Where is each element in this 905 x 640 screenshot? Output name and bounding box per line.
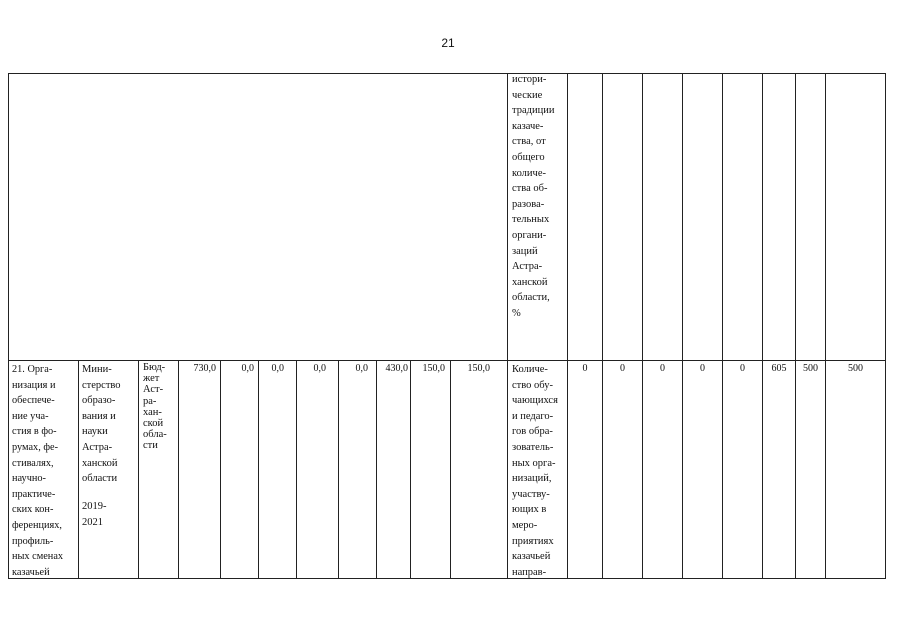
indicator-value: 0 (700, 363, 705, 374)
table-bottom-border (8, 578, 886, 579)
column-divider (178, 360, 179, 578)
column-divider (602, 73, 603, 578)
indicator-value: 0 (620, 363, 625, 374)
financing-year-value: 0,0 (355, 363, 368, 374)
financing-total: 730,0 (193, 363, 216, 374)
indicator-value: 0 (660, 363, 665, 374)
financing-year-value: 0,0 (313, 363, 326, 374)
financing-year-value: 150,0 (467, 363, 490, 374)
column-divider (410, 360, 411, 578)
indicator-value: 605 (771, 363, 787, 374)
table-top-border (8, 73, 886, 74)
column-divider (376, 360, 377, 578)
column-divider (885, 73, 886, 578)
activity-name: 21. Орга- низация и обеспече- ние уча- стия в фо- румах, фе- стивалях, научно- практиче- ских кон- ференциях, профиль- ных сменах казачьей (12, 364, 64, 578)
column-divider (507, 73, 508, 578)
indicator-value: 0 (582, 363, 588, 374)
column-divider (338, 360, 339, 578)
column-divider (642, 73, 643, 578)
column-divider (258, 360, 259, 578)
column-divider (296, 360, 297, 578)
financing-year-value: 150,0 (422, 363, 445, 374)
row-divider (8, 360, 886, 361)
indicator-value: 500 (803, 363, 818, 374)
column-divider (138, 360, 139, 578)
column-divider (78, 360, 79, 578)
financing-year-value: 0,0 (241, 363, 254, 374)
column-divider (450, 360, 451, 578)
executor-name: Мини- стерство образо- вания и науки Астра- ханской области (82, 364, 121, 485)
continued-indicator-text: истори- ческие традиции казаче- ства, от общего количе- ства об- разова- тельных органи- заций Астра- ханской области, % (512, 74, 555, 319)
column-divider (762, 73, 763, 578)
financing-year-value: 430,0 (385, 363, 408, 374)
column-divider (795, 73, 796, 578)
funding-source: Бюд- жет Аст- ра- хан- ской обла- сти (143, 362, 167, 452)
indicator-value: 500 (848, 363, 863, 374)
column-divider (722, 73, 723, 578)
indicator-value: 0 (740, 363, 745, 374)
implementation-period: 2019- 2021 (82, 501, 107, 528)
financing-year-value: 0,0 (271, 363, 284, 374)
column-divider (8, 73, 9, 578)
column-divider (825, 73, 826, 578)
indicator-text: Количе- ство обу- чающихся и педаго- гов обра- зователь- ных орга- низаций, участву- ющих в меро- приятиях казачьей направ- (512, 364, 558, 578)
column-divider (220, 360, 221, 578)
column-divider (682, 73, 683, 578)
page-number: 21 (441, 36, 455, 50)
